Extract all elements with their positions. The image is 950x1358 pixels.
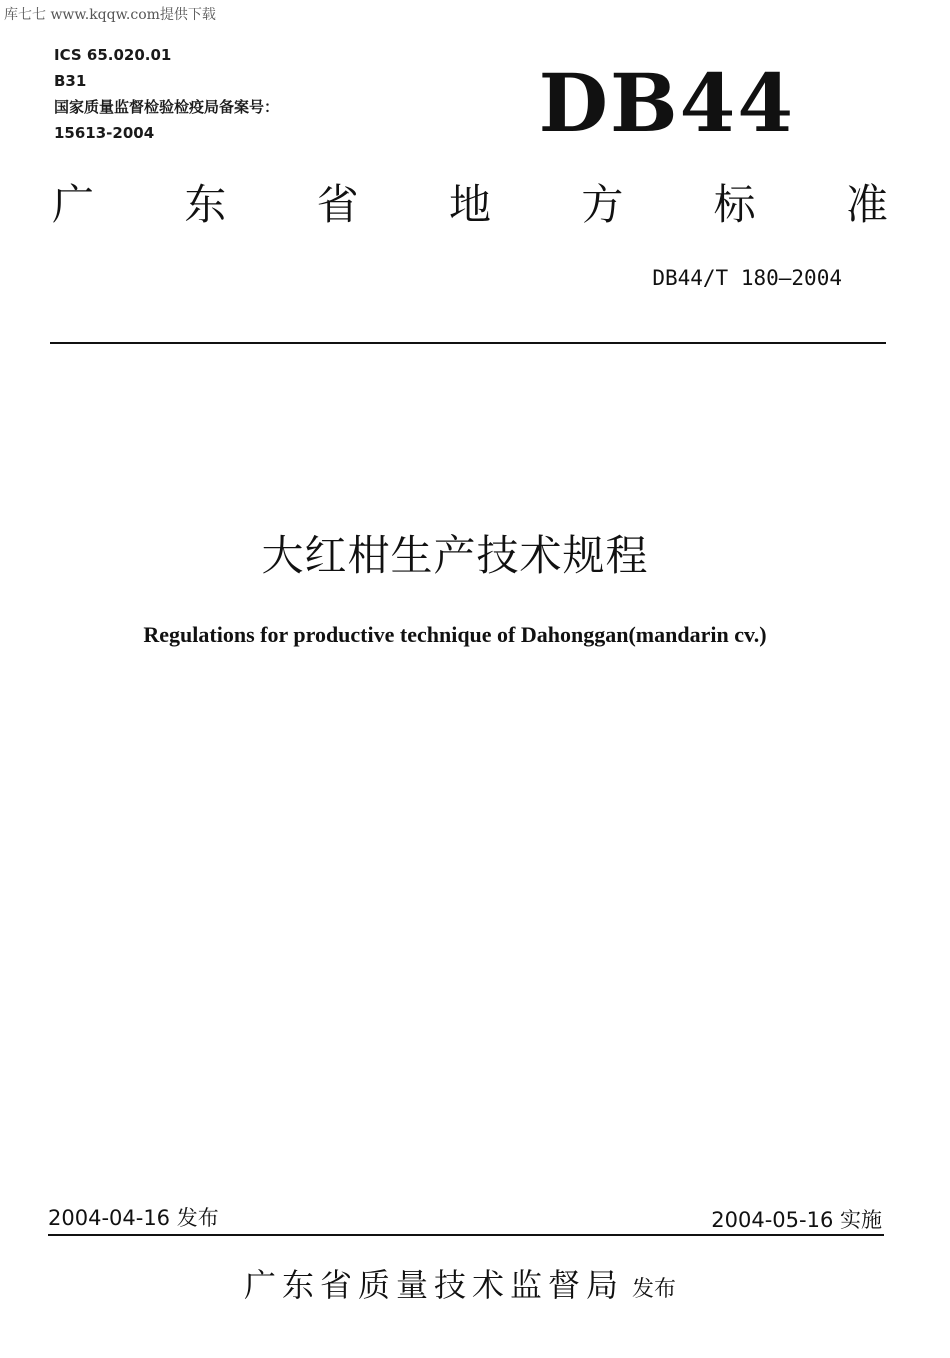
top-divider xyxy=(50,342,886,344)
standard-type-char: 标 xyxy=(713,180,756,229)
watermark-text: 库七七 www.kqqw.com提供下载 xyxy=(4,7,216,23)
standard-number: DB44/T 180—2004 xyxy=(652,266,842,290)
issuer-suffix: 发布 xyxy=(632,1277,677,1302)
document-title-english: Regulations for productive technique of Dahonggan(mandarin cv.) xyxy=(143,622,767,647)
filing-label: 国家质量监督检验检疫局备案号： xyxy=(54,98,280,116)
standard-type-char: 地 xyxy=(448,180,491,229)
standard-type-char: 方 xyxy=(581,180,624,229)
db44-logo: DB44 xyxy=(538,56,795,150)
issuer-line xyxy=(0,1260,920,1306)
document-meta xyxy=(54,42,279,146)
ccs-code: B31 xyxy=(54,72,87,90)
filing-number: 15613-2004 xyxy=(54,124,155,142)
standard-type-char: 省 xyxy=(316,180,359,229)
ics-code: ICS 65.020.01 xyxy=(54,46,172,64)
publish-date: 2004-04-16 发布 xyxy=(48,1206,219,1230)
standard-type-heading xyxy=(52,178,888,232)
implement-date: 2004-05-16 实施 xyxy=(711,1208,882,1232)
standard-type-char: 准 xyxy=(845,180,888,229)
document-title-chinese: 大红柑生产技术规程 xyxy=(261,531,649,580)
issuer-name: 广东省质量技术监督局 xyxy=(243,1266,624,1304)
standard-type-char: 东 xyxy=(184,180,227,229)
standard-type-char: 广 xyxy=(52,180,95,229)
bottom-divider xyxy=(48,1234,884,1236)
